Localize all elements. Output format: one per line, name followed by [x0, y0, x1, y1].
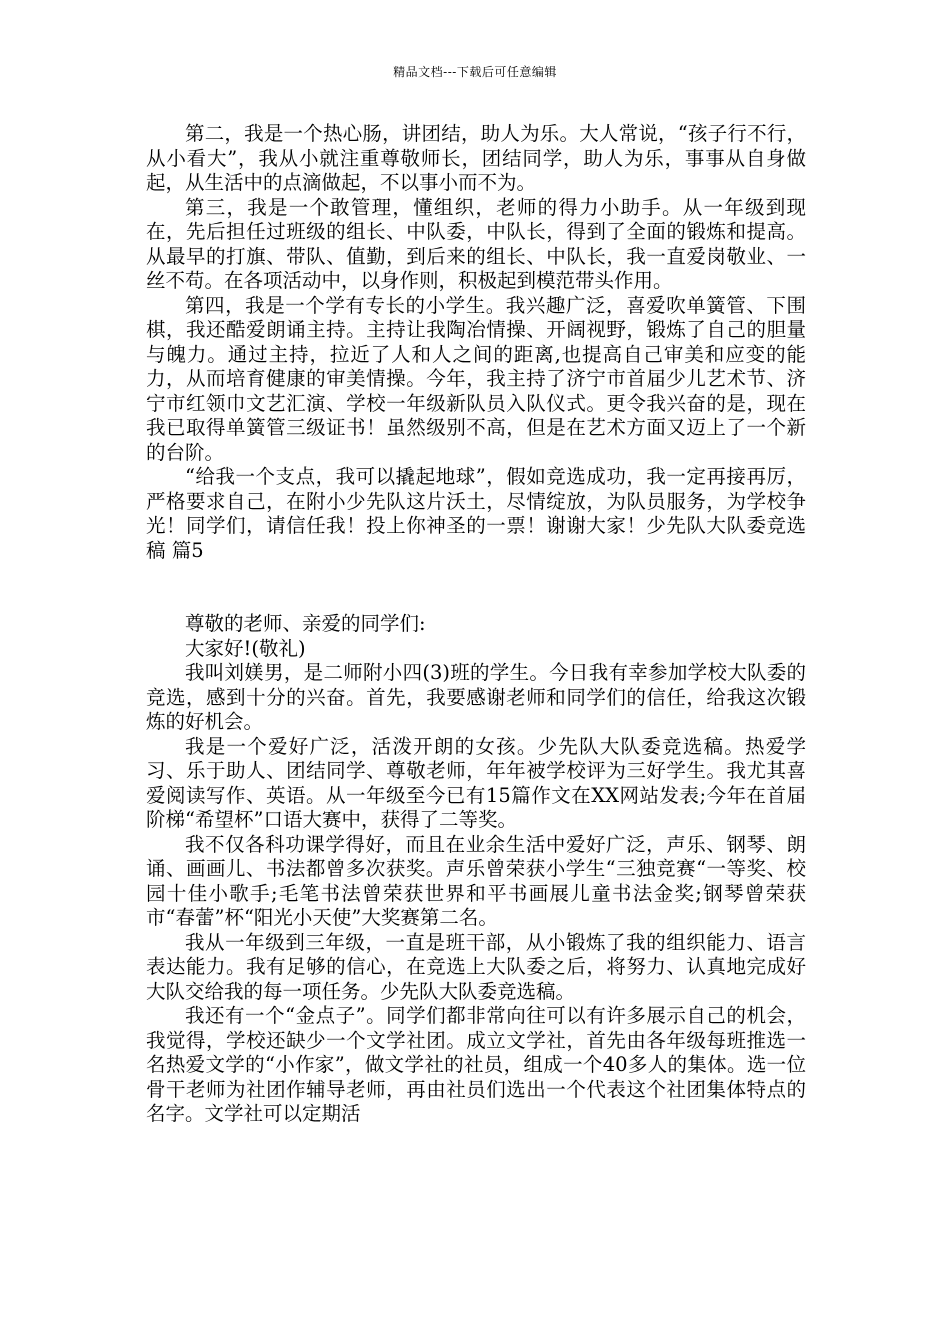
paragraph: 我叫刘媄男，是二师附小四(3)班的学生。今日我有幸参加学校大队委的竞选，感到十分的兴奋。首先，我要感谢老师和同学们的信任，给我这次锻炼的好机会。	[146, 661, 806, 733]
greeting: 大家好!(敬礼)	[185, 636, 306, 660]
paragraph: 第四，我是一个学有专长的小学生。我兴趣广泛，喜爱吹单簧管、下围棋，我还酷爱朗诵主持。主持让我陶冶情操、开阔视野，锻炼了自己的胆量与魄力。通过主持，拉近了人和人之间的距离,也提高自己审美和应变的能力，从而培育健康的审美情操。今年，我主持了济宁市首届少儿艺术节、济宁市红领巾文艺汇演、学校一年级新队员入队仪式。更令我兴奋的是，现在我已取得单簧管三级证书！虽然级别不高，但是在艺术方面又迈上了一个新的台阶。	[146, 293, 806, 464]
paragraph: 我不仅各科功课学得好，而且在业余生活中爱好广泛，声乐、钢琴、朗诵、画画儿、书法都曾多次获奖。声乐曾荣获小学生“三独竞赛“一等奖、校园十佳小歌手;毛笔书法曾荣获世界和平书画展儿童书法金奖;钢琴曾荣获市“春蕾”杯“阳光小天使”大奖赛第二名。	[146, 832, 806, 929]
section-gap	[146, 563, 806, 612]
paragraph: 第三，我是一个敢管理，懂组织，老师的得力小助手。从一年级到现在，先后担任过班级的组长、中队委，中队长，得到了全面的锻炼和提高。从最早的打旗、带队、值勤，到后来的组长、中队长，我一直爱岗敬业、一丝不苟。在各项活动中，以身作则，积极起到模范带头作用。	[146, 195, 806, 292]
paragraph: 第二，我是一个热心肠，讲团结，助人为乐。大人常说，“孩子行不行，从小看大”，我从小就注重尊敬师长，团结同学，助人为乐，事事从自身做起，从生活中的点滴做起，不以事小而不为。	[146, 122, 806, 194]
paragraph: “给我一个支点，我可以撬起地球”，假如竞选成功，我一定再接再厉，严格要求自己，在附小少先队这片沃土，尽情绽放，为队员服务，为学校争光！同学们，请信任我！投上你神圣的一票！谢谢大家！少先队大队委竞选稿 篇5	[146, 465, 806, 562]
salutation: 尊敬的老师、亲爱的同学们:	[185, 612, 426, 635]
document-body	[146, 122, 806, 1127]
paragraph: 我还有一个“金点子”。同学们都非常向往可以有许多展示自己的机会，我觉得，学校还缺少一个文学社团。成立文学社，首先由各年级每班推选一名热爱文学的“小作家”，做文学社的社员，组成一个40多人的集体。选一位骨干老师为社团作辅导老师，再由社员们选出一个代表这个社团集体特点的名字。文学社可以定期活	[146, 1004, 806, 1125]
page-header: 精品文档---下载后可任意编辑	[393, 65, 557, 79]
paragraph: 我是一个爱好广泛，活泼开朗的女孩。少先队大队委竞选稿。热爱学习、乐于助人、团结同学、尊敬老师，年年被学校评为三好学生。我尤其喜爱阅读写作、英语。从一年级至今已有15篇作文在XX网站发表;今年在首届阶梯“希望杯”口语大赛中，获得了二等奖。	[146, 734, 806, 831]
paragraph: 我从一年级到三年级，一直是班干部，从小锻炼了我的组织能力、语言表达能力。我有足够的信心，在竞选上大队委之后，将努力、认真地完成好大队交给我的每一项任务。少先队大队委竞选稿。	[146, 930, 806, 1003]
